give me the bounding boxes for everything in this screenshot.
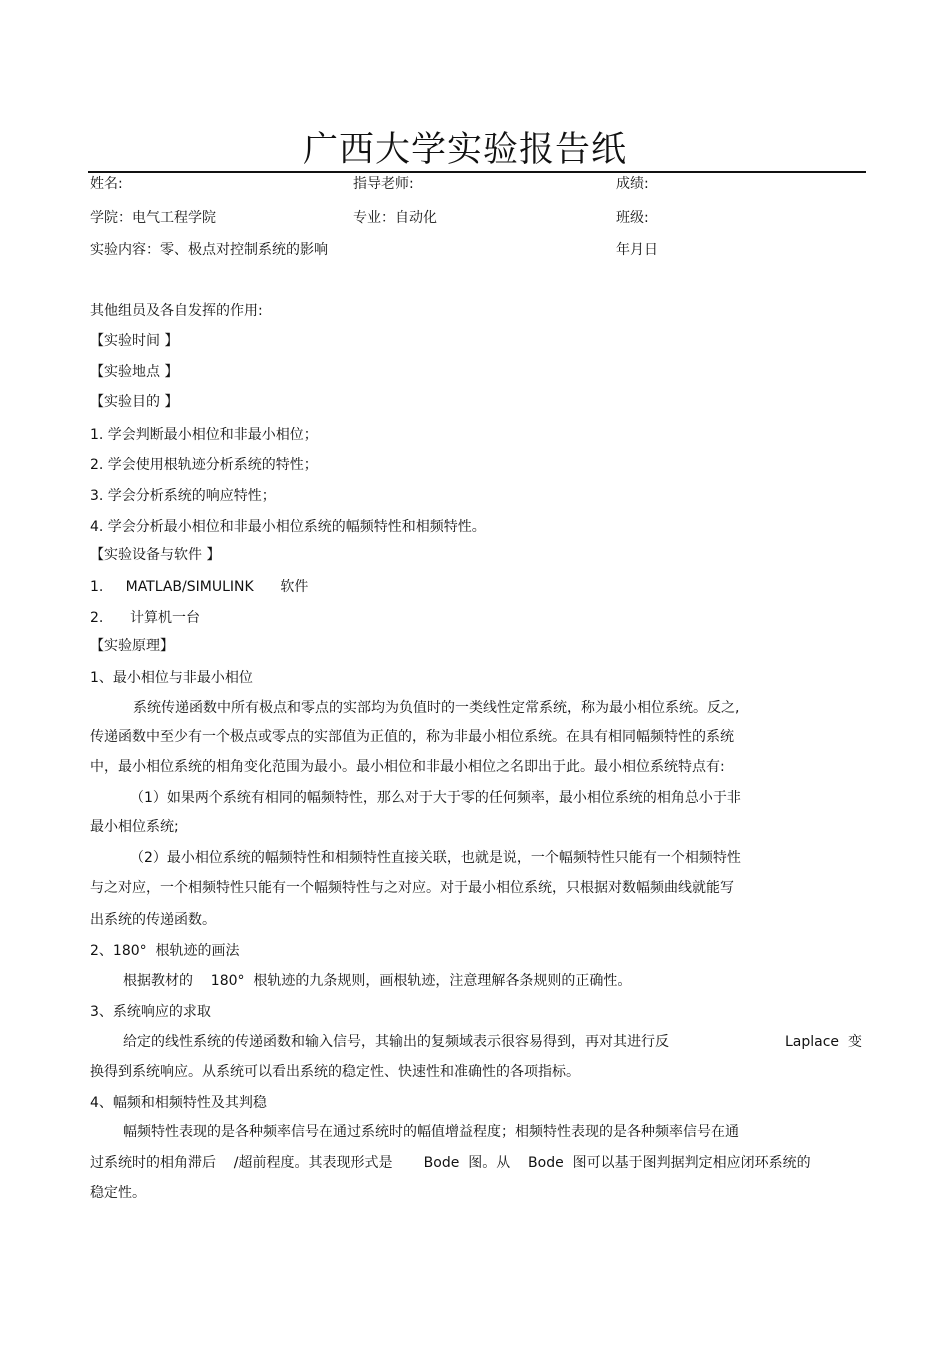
section-equipment: 【实验设备与软件 】 [90, 547, 221, 563]
paragraph-line: （2）最小相位系统的幅频特性和相频特性直接关联，也就是说，一个幅频特性只能有一个相频特性 [130, 850, 741, 866]
subsection-title: 3、系统响应的求取 [90, 1004, 211, 1020]
paragraph-line: 最小相位系统; [90, 819, 179, 835]
paragraph-line: （1）如果两个系统有相同的幅频特性，那么对于大于零的任何频率，最小相位系统的相角总小于非 [130, 790, 741, 806]
advisor-label: 指导老师: [353, 176, 414, 192]
purpose-item: 1. 学会判断最小相位和非最小相位； [90, 427, 318, 443]
members-line: 其他组员及各自发挥的作用: [90, 303, 263, 319]
paragraph-line: 过系统时的相角滞后 /超前程度。其表现形式是 Bode 图。从 Bode 图可以基于图判据判定相应闭环系统的 [90, 1155, 811, 1171]
paragraph-line: 与之对应，一个相频特性只能有一个幅频特性与之对应。对于最小相位系统，只根据对数幅频曲线就能写 [90, 880, 734, 896]
name-label: 姓名: [90, 176, 123, 192]
paragraph-line-tail: Laplace 变 [785, 1034, 862, 1050]
purpose-item: 4. 学会分析最小相位和非最小相位系统的幅频特性和相频特性。 [90, 519, 486, 535]
section-time: 【实验时间 】 [90, 333, 179, 349]
paragraph-line: 给定的线性系统的传递函数和输入信号，其输出的复频域表示很容易得到，再对其进行反 [123, 1034, 669, 1050]
experiment-content: 实验内容：零、极点对控制系统的影响 [90, 242, 328, 258]
paragraph-line: 出系统的传递函数。 [90, 912, 216, 928]
equipment-item: 1. MATLAB/SIMULINK 软件 [90, 579, 309, 595]
subsection-title: 1、最小相位与非最小相位 [90, 670, 253, 686]
date-field: 年月日 [616, 242, 658, 258]
paragraph-line: 系统传递函数中所有极点和零点的实部均为负值时的一类线性定常系统，称为最小相位系统。反之, [133, 700, 740, 716]
report-title: 广西大学实验报告纸 [302, 130, 627, 170]
section-purpose: 【实验目的 】 [90, 394, 179, 410]
paragraph-line: 根据教材的 180° 根轨迹的九条规则，画根轨迹，注意理解各条规则的正确性。 [123, 973, 632, 989]
section-principle: 【实验原理】 [90, 638, 174, 654]
paragraph-line: 幅频特性表现的是各种频率信号在通过系统时的幅值增益程度；相频特性表现的是各种频率信号在通 [123, 1124, 739, 1140]
equipment-item: 2. 计算机一台 [90, 610, 201, 626]
score-label: 成绩: [616, 176, 649, 192]
subsection-title: 4、幅频和相频特性及其判稳 [90, 1095, 267, 1111]
subsection-title: 2、180° 根轨迹的画法 [90, 943, 240, 959]
paragraph-line: 中，最小相位系统的相角变化范围为最小。最小相位和非最小相位之名即出于此。最小相位系统特点有: [90, 759, 725, 775]
section-place: 【实验地点 】 [90, 364, 179, 380]
paragraph-line: 稳定性。 [90, 1185, 146, 1201]
purpose-item: 2. 学会使用根轨迹分析系统的特性； [90, 457, 318, 473]
title-underline [88, 171, 866, 173]
class-label: 班级: [616, 210, 649, 226]
major-field: 专业：自动化 [353, 210, 437, 226]
paragraph-line: 换得到系统响应。从系统可以看出系统的稳定性、快速性和准确性的各项指标。 [90, 1064, 580, 1080]
paragraph-line: 传递函数中至少有一个极点或零点的实部值为正值的，称为非最小相位系统。在具有相同幅频特性的系统 [90, 729, 734, 745]
purpose-item: 3. 学会分析系统的响应特性； [90, 488, 276, 504]
college-field: 学院：电气工程学院 [90, 210, 216, 226]
